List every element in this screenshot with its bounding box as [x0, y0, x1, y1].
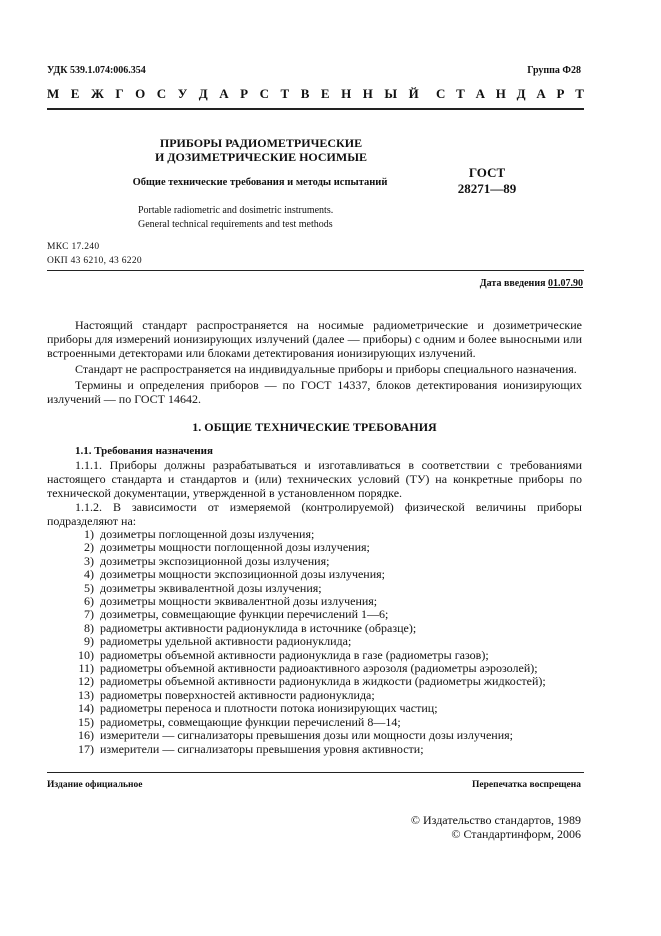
instrument-type-list — [47, 528, 582, 756]
paragraph-terms: Термины и определения приборов — по ГОСТ 14337, блоков детектирования ионизирующих излучений — по ГОСТ 14642. — [47, 378, 582, 406]
edition-note: Издание официальное — [47, 780, 143, 790]
reprint-note: Перепечатка воспрещена — [471, 780, 581, 790]
banner-word-interstate: М Е Ж Г О С У Д А Р С Т В Е Н Н Ы Й — [47, 86, 419, 101]
list-item: 10) радиометры объемной активности радионуклида в газе (радиометры газов); — [78, 647, 489, 662]
paragraph-scope: Настоящий стандарт распространяется на носимые радиометрические и дозиметрические приборы для измерений ионизирующих излучений (далее — приборы) с одним и более выносными или встроенными детекторами или блоками детектирования ионизирующих излучений. — [47, 318, 582, 360]
list-item: 6) дозиметры мощности эквивалентной дозы излучения; — [84, 594, 378, 609]
copyright-2006: © Стандартинформ, 2006 — [451, 827, 581, 841]
list-item: 15) радиометры, совмещающие функции перечислений 8—14; — [78, 714, 401, 729]
section-heading: 1. ОБЩИЕ ТЕХНИЧЕСКИЕ ТРЕБОВАНИЯ — [192, 420, 437, 434]
udk-code: УДК 539.1.074:006.354 — [47, 65, 146, 76]
subsection-heading: 1.1. Требования назначения — [75, 445, 213, 457]
standard-type-banner — [47, 86, 584, 102]
document-title: ПРИБОРЫ РАДИОМЕТРИЧЕСКИЕ И ДОЗИМЕТРИЧЕСКИЕ НОСИМЫЕ — [154, 136, 368, 164]
introduction-date: Дата введения 01.07.90 — [479, 278, 583, 289]
footer-rule — [47, 772, 584, 773]
list-item: 3) дозиметры экспозиционной дозы излучения; — [84, 553, 330, 568]
english-title: Portable radiometric and dosimetric instruments. General technical requirements and test methods — [138, 205, 334, 230]
list-item: 11) радиометры объемной активности радиоактивного аэрозоля (радиометры аэрозолей); — [78, 661, 538, 676]
list-item: 8) радиометры активности радионуклида в источнике (образце); — [84, 620, 417, 635]
list-item: 13) радиометры поверхностей активности радионуклида; — [78, 687, 375, 702]
list-item: 5) дозиметры эквивалентной дозы излучения; — [84, 580, 322, 595]
document-body — [47, 318, 582, 756]
header-rule — [47, 108, 584, 110]
list-item: 16) измерители — сигнализаторы превышения дозы или мощности дозы излучения; — [78, 728, 513, 743]
paragraph-1-1-1: 1.1.1. Приборы должны разрабатываться и изготавливаться в соответствии с требованиями настоящего стандарта и стандартов и (или) технических условий (ТУ) на конкретные приборы по технической документации, утвержденной в установленном порядке. — [47, 458, 582, 500]
group-code: Группа Ф28 — [527, 65, 581, 76]
document-subtitle: Общие технические требования и методы испытаний — [132, 177, 388, 188]
list-item: 2) дозиметры мощности поглощенной дозы излучения; — [84, 540, 370, 555]
list-item: 9) радиометры удельной активности радионуклида; — [84, 634, 352, 649]
codes-rule — [47, 270, 584, 271]
banner-word-standard: С Т А Н Д А Р Т — [436, 86, 584, 101]
mks-code: МКС 17.240 — [47, 242, 100, 252]
paragraph-exclusion: Стандарт не распространяется на индивидуальные приборы и приборы специального назначения. — [75, 362, 577, 376]
copyright-1989: © Издательство стандартов, 1989 — [410, 813, 581, 827]
okp-code: ОКП 43 6210, 43 6220 — [47, 256, 142, 266]
list-item: 17) измерители — сигнализаторы превышения уровня активности; — [78, 741, 424, 756]
list-item: 14) радиометры переноса и плотности потока ионизирующих частиц; — [78, 701, 438, 716]
gost-designation: ГОСТ 28271—89 — [457, 165, 517, 196]
classification-codes — [47, 240, 142, 268]
paragraph-1-1-2: 1.1.2. В зависимости от измеряемой (контролируемой) физической величины приборы подразделяют на: — [47, 500, 582, 528]
copyright-block — [411, 813, 581, 841]
list-item: 1) дозиметры поглощенной дозы излучения; — [84, 527, 315, 541]
list-item: 7) дозиметры, совмещающие функции перечислений 1—6; — [84, 607, 389, 622]
list-item: 12) радиометры объемной активности радионуклида в жидкости (радиометры жидкостей); — [78, 674, 546, 689]
list-item: 4) дозиметры мощности экспозиционной дозы излучения; — [84, 567, 386, 582]
